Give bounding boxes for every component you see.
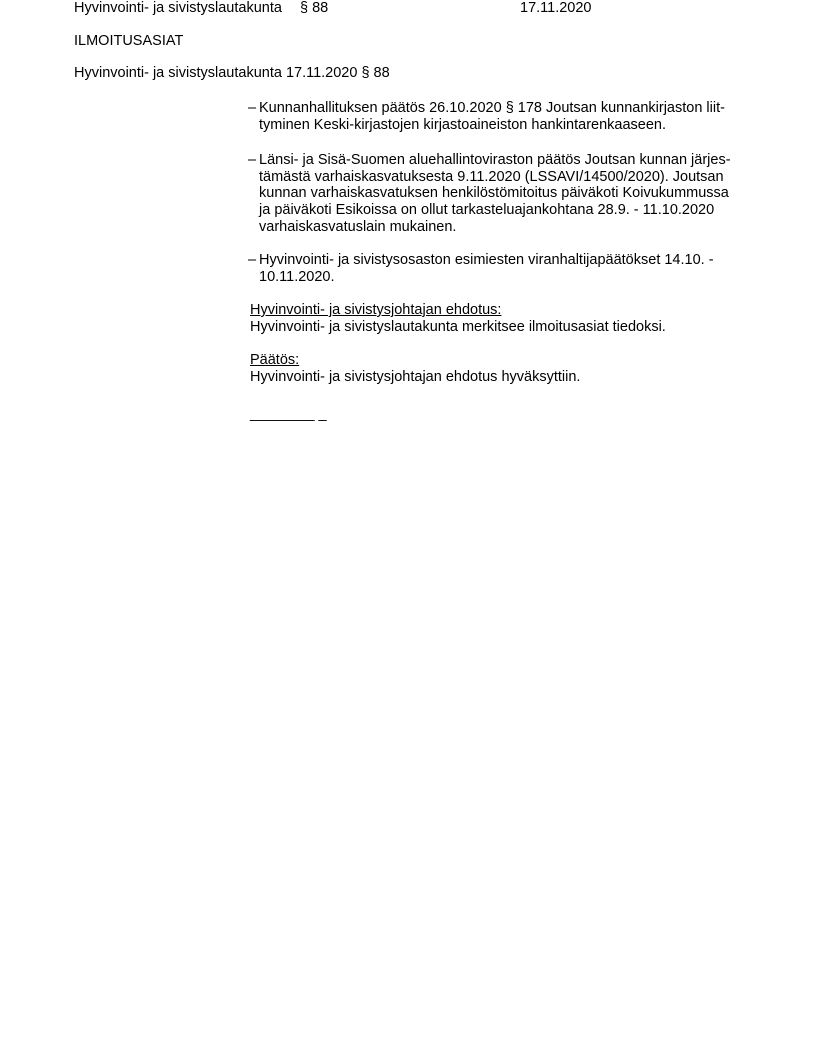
text-line: Länsi- ja Sisä-Suomen aluehallintoviraston päätös Joutsan kunnan järjes-: [259, 152, 731, 168]
signature-rule: ________ _: [250, 406, 327, 422]
header-section-number: § 88: [300, 0, 329, 16]
decision-section: [250, 352, 580, 385]
decision-body: Hyvinvointi- ja sivistysjohtajan ehdotus hyväksyttiin.: [250, 368, 581, 385]
text-line: varhaiskasvatuslain mukainen.: [259, 218, 457, 235]
bullet-item-kunnanhallitus: [250, 100, 725, 133]
bullet-dash: –: [248, 252, 257, 268]
text-line: Kunnanhallituksen päätös 26.10.2020 § 178 Joutsan kunnankirjaston liit-: [259, 100, 725, 116]
text-line: tyminen Keski-kirjastojen kirjastoaineiston hankintarenkaaseen.: [259, 116, 667, 133]
decision-heading: Päätös:: [250, 352, 300, 368]
document-title: ILMOITUSASIAT: [74, 33, 184, 49]
document-subtitle: Hyvinvointi- ja sivistyslautakunta 17.11.2020 § 88: [74, 65, 390, 81]
bullet-item-viranhaltijapaatokset: [250, 252, 714, 285]
bullet-item-aluehallintovirasto: [250, 152, 731, 236]
proposal-heading: Hyvinvointi- ja sivistysjohtajan ehdotus:: [250, 302, 502, 318]
header-date: 17.11.2020: [520, 0, 592, 16]
text-line: Hyvinvointi- ja sivistysosaston esimiesten viranhaltijapäätökset 14.10. -: [259, 252, 714, 268]
bullet-dash: –: [248, 152, 257, 168]
bullet-dash: –: [248, 100, 257, 116]
text-line: tämästä varhaiskasvatuksesta 9.11.2020 (LSSAVI/14500/2020). Joutsan: [259, 168, 724, 185]
proposal-section: [250, 302, 666, 335]
text-line: 10.11.2020.: [259, 268, 335, 285]
header-committee-name: Hyvinvointi- ja sivistyslautakunta: [74, 0, 282, 16]
proposal-body: Hyvinvointi- ja sivistyslautakunta merkitsee ilmoitusasiat tiedoksi.: [250, 318, 666, 335]
text-line: kunnan varhaiskasvatuksen henkilöstömitoitus päiväkoti Koivukummussa: [259, 185, 729, 202]
text-line: ja päiväkoti Esikoissa on ollut tarkasteluajankohtana 28.9. - 11.10.2020: [259, 202, 715, 219]
